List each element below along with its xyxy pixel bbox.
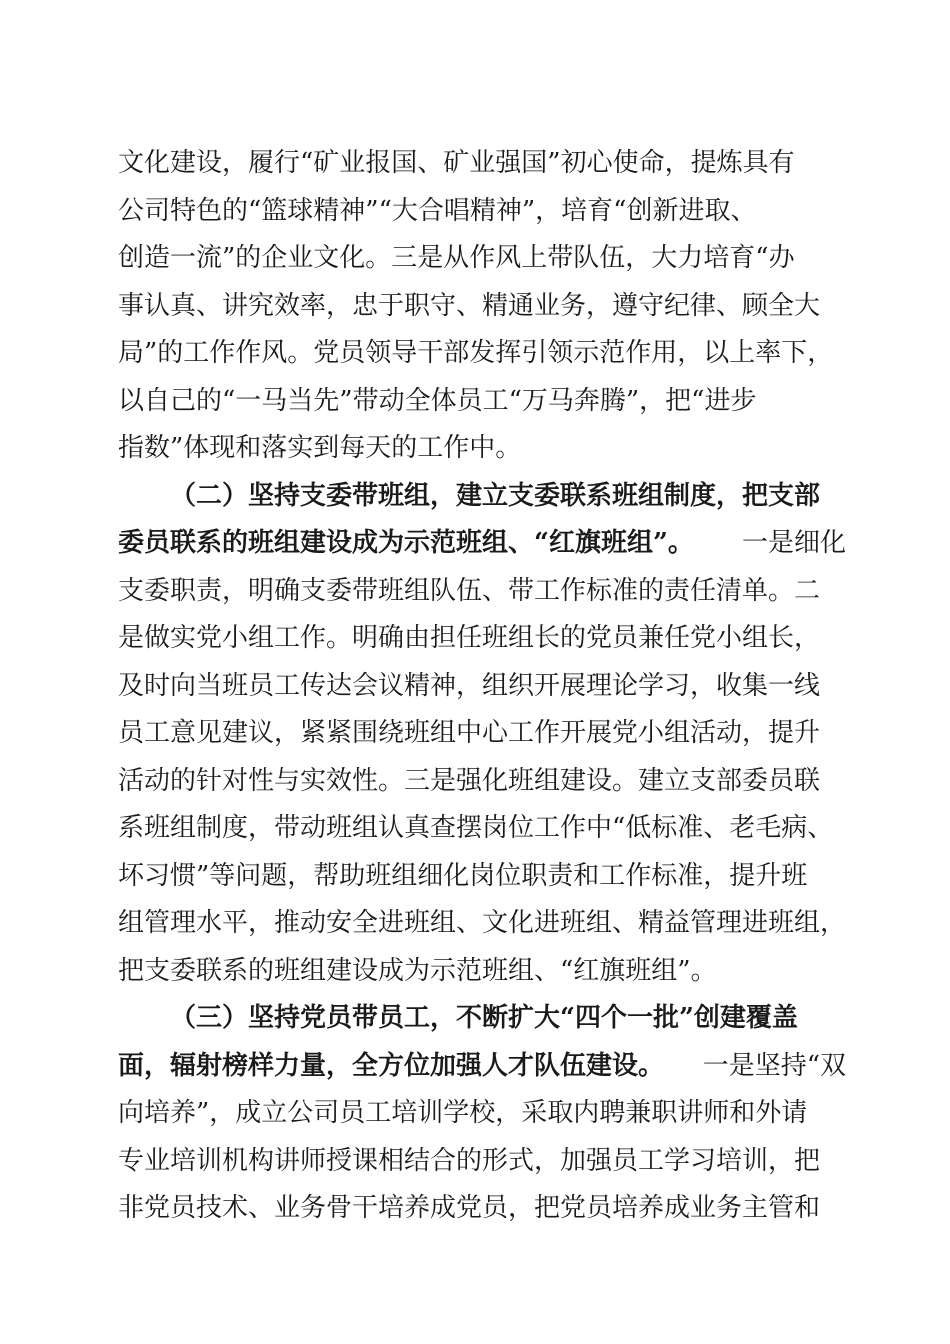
document-body [118, 140, 846, 1233]
text-line: 专业培训机构讲师授课相结合的形式，加强员工学习培训，把 [118, 1145, 821, 1176]
text-line: 及时向当班员工传达会议精神，组织开展理论学习，收集一线 [118, 670, 821, 701]
text-line: 文化建设，履行“矿业报国、矿业强国”初心使命，提炼具有 [118, 148, 795, 178]
text-line: 创造一流”的企业文化。三是从作风上带队伍，大力培育“办 [118, 243, 795, 273]
text-line: 组管理水平，推动安全进班组、文化进班组、精益管理进班组， [118, 908, 847, 938]
text-line: 公司特色的“篮球精神”“大合唱精神”，培育“创新进取、 [118, 195, 757, 226]
text-line [118, 520, 846, 568]
text-line: 员工意见建议，紧紧围绕班组中心工作开展党小组活动，提升 [118, 718, 821, 748]
section-heading-line: 面，辐射榜样力量，全方位加强人才队伍建设。 [118, 1050, 665, 1081]
text-line: 活动的针对性与实效性。三是强化班组建设。建立支部委员联 [118, 765, 821, 796]
text-line: 局”的工作作风。党员领导干部发挥引领示范作用，以上率下， [118, 338, 834, 368]
text-line: 坏习惯”等问题，帮助班组细化岗位职责和工作标准，提升班 [118, 860, 808, 891]
text-line: 事认真、讲究效率，忠于职守、精通业务，遵守纪律、顾全大 [118, 290, 821, 321]
text-line: 向培养”，成立公司员工培训学校，采取内聘兼职讲师和外请 [118, 1098, 808, 1128]
text-fragment: 一是细化 [741, 528, 846, 558]
section-heading-line: （三）坚持党员带员工，不断扩大“四个一批”创建覆盖 [170, 1003, 798, 1033]
section-heading-line: （二）坚持支委带班组，建立支委联系班组制度，把支部 [170, 480, 821, 511]
text-line: 把支委联系的班组建设成为示范班组、“红旗班组”。 [118, 955, 717, 986]
text-line: 是做实党小组工作。明确由担任班组长的党员兼任党小组长， [118, 623, 821, 653]
section-heading-line: 委员联系的班组建设成为示范班组、“红旗班组”。 [118, 528, 694, 558]
text-line: 以自己的“一马当先”带动全体员工“万马奔腾”，把“进步 [118, 385, 757, 416]
text-line: 非党员技术、业务骨干培养成党员，把党员培养成业务主管和 [118, 1193, 821, 1223]
text-line: 系班组制度，带动班组认真查摆岗位工作中“低标准、老毛病、 [118, 813, 834, 843]
text-line: 指数”体现和落实到每天的工作中。 [118, 433, 522, 463]
text-line: 支委职责，明确支委带班组队伍、带工作标准的责任清单。二 [118, 575, 821, 606]
text-line [118, 1043, 846, 1091]
text-fragment: 一是坚持“双 [702, 1050, 846, 1081]
